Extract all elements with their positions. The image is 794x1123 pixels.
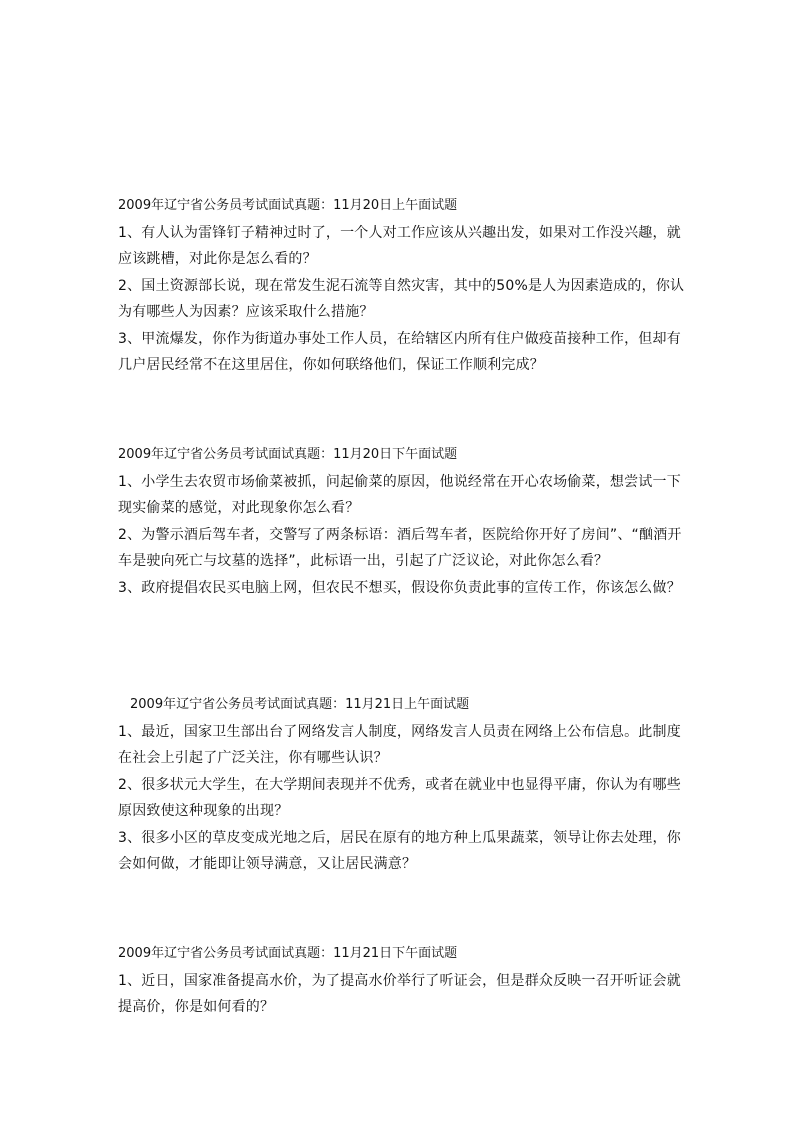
question-line: 车是驶向死亡与坟墓的选择”，此标语一出，引起了广泛议论，对此你怎么看？ [118, 553, 609, 569]
section-nov20-afternoon [118, 442, 682, 601]
question-line: 会如何做，才能即让领导满意，又让居民满意？ [118, 856, 417, 872]
section-title: 2009年辽宁省公务员考试面试真题：11月20日上午面试题 [118, 198, 458, 213]
question-line: 1、有人认为雷锋钉子精神过时了，一个人对工作应该从兴趣出发，如果对工作没兴趣，就 [118, 224, 681, 241]
question-line: 提高价，你是如何看的？ [118, 999, 275, 1015]
section-nov21-afternoon [118, 941, 681, 1021]
question-line: 为有哪些人为因素？应该采取什么措施？ [118, 304, 374, 320]
question-line: 3、很多小区的草皮变成光地之后，居民在原有的地方种上瓜果蔬菜，领导让你去处理，你 [118, 829, 681, 846]
section-title: 2009年辽宁省公务员考试面试真题：11月21日下午面试题 [118, 946, 458, 961]
question-line: 1、小学生去农贸市场偷菜被抓，问起偷菜的原因，他说经常在开心农场偷菜，想尝试一下 [118, 473, 681, 490]
question-line: 现实偷菜的感觉，对此现象你怎么看？ [118, 500, 360, 516]
section-title: 2009年辽宁省公务员考试面试真题：11月20日下午面试题 [118, 447, 458, 462]
question-line: 1、最近，国家卫生部出台了网络发言人制度，网络发言人员责在网络上公布信息。此制度 [118, 723, 681, 740]
question-line: 原因致使这种现象的出现？ [118, 803, 289, 819]
section-nov21-morning [118, 692, 681, 878]
question-line: 几户居民经常不在这里居住，你如何联络他们，保证工作顺利完成？ [118, 357, 544, 373]
question-line: 应该跳槽，对此你是怎么看的？ [118, 251, 317, 267]
question-line: 2、很多状元大学生，在大学期间表现并不优秀，或者在就业中也显得平庸，你认为有哪些 [118, 776, 681, 793]
question-line: 3、政府提倡农民买电脑上网，但农民不想买，假设你负责此事的宣传工作，你该怎么做？ [118, 579, 681, 596]
question-line: 在社会上引起了广泛关注，你有哪些认识？ [118, 750, 388, 766]
question-line: 2、国土资源部长说，现在常发生泥石流等自然灾害，其中的50%是人为因素造成的，你认 [118, 277, 685, 294]
section-title: 2009年辽宁省公务员考试面试真题：11月21日上午面试题 [130, 697, 470, 712]
question-line: 1、近日，国家准备提高水价，为了提高水价举行了听证会，但是群众反映一召开听证会就 [118, 972, 681, 989]
section-nov20-morning [118, 193, 685, 379]
question-line: 3、甲流爆发，你作为街道办事处工作人员，在给辖区内所有住户做疫苗接种工作，但却有 [118, 330, 681, 347]
question-line: 2、为警示酒后驾车者，交警写了两条标语：酒后驾车者，医院给你开好了房间”、“酗酒开 [118, 526, 682, 543]
